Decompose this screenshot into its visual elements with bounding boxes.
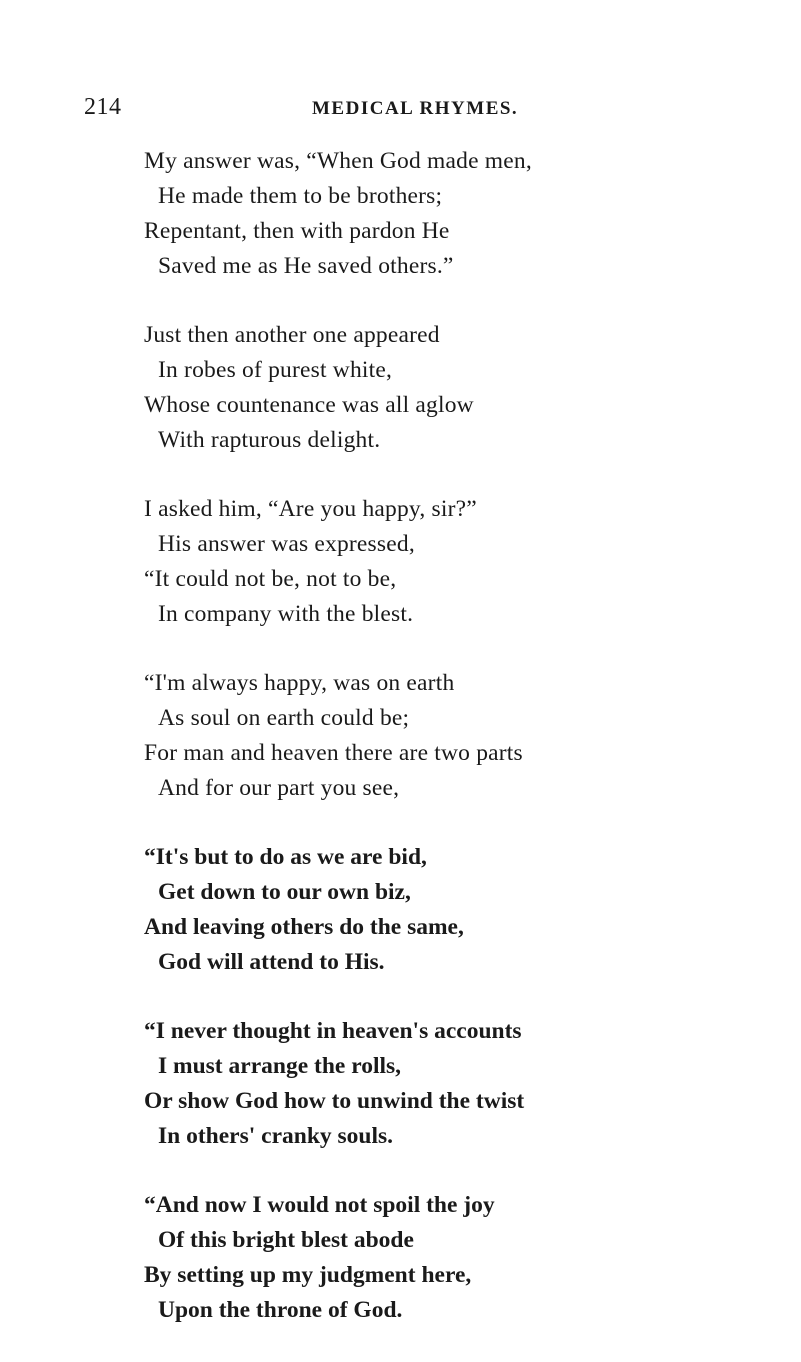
poem-line: Get down to our own biz, [158,879,411,905]
poem-line: And for our part you see, [158,775,400,801]
poem-line: Saved me as He saved others.” [158,253,454,279]
poem-line: In others' cranky souls. [158,1123,394,1149]
poem-line: “It could not be, not to be, [144,566,397,592]
poem-line: I must arrange the rolls, [158,1053,402,1079]
poem-line: Just then another one appeared [144,322,440,348]
stanza-3 [0,492,801,632]
poem-line: My answer was, “When God made men, [144,148,532,174]
poem-line: Repentant, then with pardon He [144,218,450,244]
poem-line: Whose countenance was all aglow [144,392,474,418]
stanza-7 [0,1188,801,1328]
poem-line: His answer was expressed, [158,531,415,557]
poem-line: Of this bright blest abode [158,1227,414,1253]
poem-body [0,144,801,1362]
stanza-5 [0,840,801,980]
poem-line: As soul on earth could be; [158,705,410,731]
poem-line: With rapturous delight. [158,427,381,453]
stanza-6 [0,1014,801,1154]
poem-line: I asked him, “Are you happy, sir?” [144,496,477,522]
stanza-2 [0,318,801,458]
poem-line: Or show God how to unwind the twist [144,1088,525,1114]
poem-line: By setting up my judgment here, [144,1262,472,1288]
poem-line: For man and heaven there are two parts [144,740,523,766]
poem-line: Upon the throne of God. [158,1297,403,1323]
stanza-4 [0,666,801,806]
poem-line: In robes of purest white, [158,357,393,383]
stanza-1 [0,144,801,284]
poem-line: “I'm always happy, was on earth [144,670,455,696]
page-number: 214 [84,94,122,120]
poem-line: “It's but to do as we are bid, [144,844,427,870]
poem-line: God will attend to His. [158,949,385,975]
poem-line: In company with the blest. [158,601,414,627]
poem-line: He made them to be brothers; [158,183,443,209]
poem-line: And leaving others do the same, [144,914,464,940]
poem-line: “And now I would not spoil the joy [144,1192,495,1218]
poem-line: “I never thought in heaven's accounts [144,1018,522,1044]
running-head [84,94,644,124]
running-title: MEDICAL RHYMES. [312,98,519,119]
